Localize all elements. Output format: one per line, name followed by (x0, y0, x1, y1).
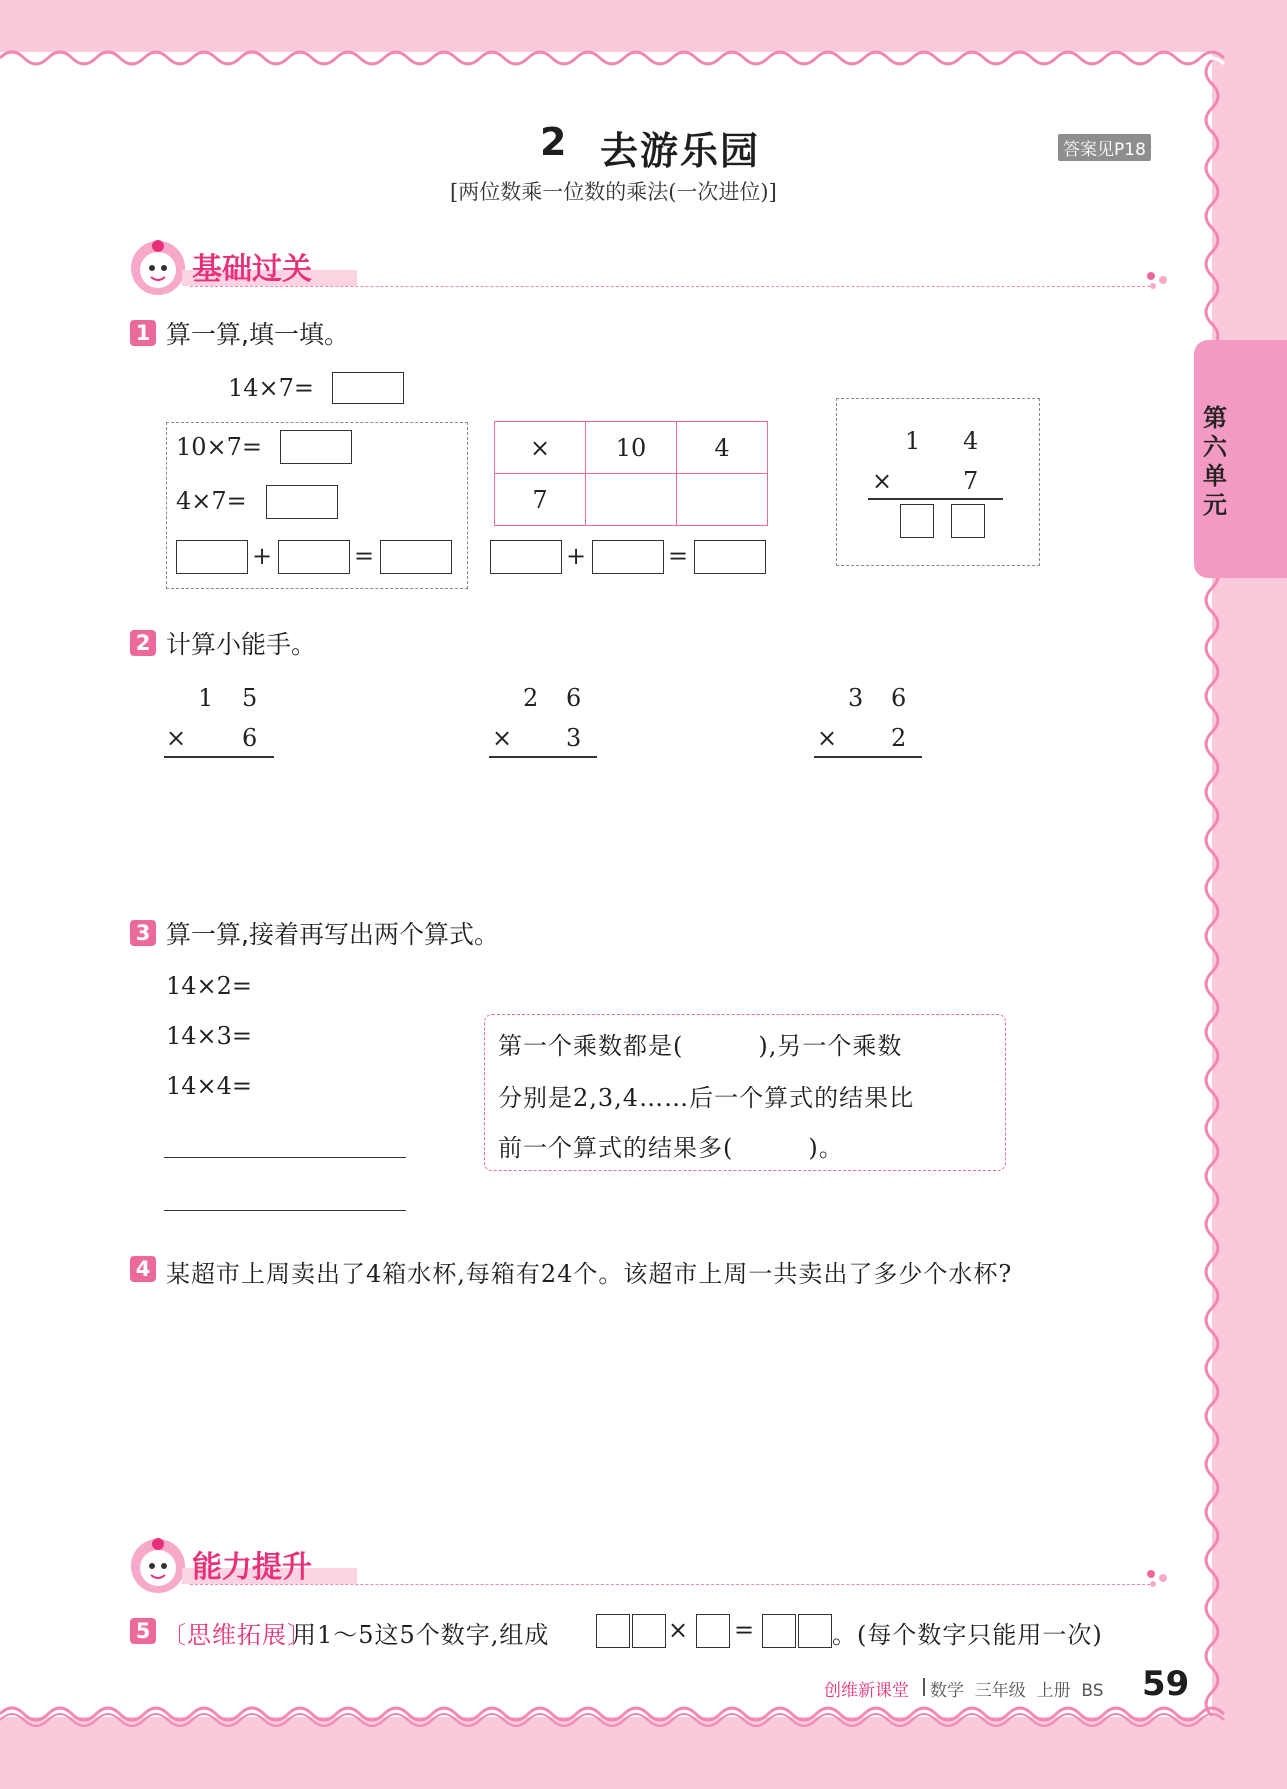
q4-text: 某超市上周卖出了4箱水杯,每箱有24个。该超市上周一共卖出了多少个水杯? (166, 1260, 1013, 1288)
table-cell: 4 (677, 422, 768, 474)
digit: 4 (963, 427, 979, 455)
times-sign: × (817, 724, 838, 752)
dots-ornament-icon (1145, 1568, 1175, 1588)
section-divider (190, 286, 1150, 287)
answer-box[interactable] (278, 540, 350, 574)
answer-box[interactable] (490, 540, 562, 574)
equals-sign: = (734, 1616, 756, 1644)
section-divider (190, 1584, 1150, 1585)
calc-line (868, 498, 1003, 500)
right-wave-border (1198, 60, 1228, 1720)
digit: 6 (566, 684, 582, 712)
answer-box[interactable] (380, 540, 452, 574)
answer-box[interactable] (951, 504, 985, 538)
bottom-wave-border (0, 1700, 1230, 1740)
q2-prompt: 计算小能手。 (166, 630, 317, 659)
q1-panel-vertical (836, 398, 1040, 566)
table-cell: 10 (586, 422, 677, 474)
table-cell: × (495, 422, 586, 474)
paper-area (0, 52, 1212, 1717)
plus-sign: + (566, 542, 587, 570)
digit: 6 (242, 724, 258, 752)
q1-prompt: 算一算,填一填。 (166, 320, 349, 349)
digit: 2 (891, 724, 907, 752)
answer-box[interactable] (280, 430, 352, 464)
page-number: 59 (1142, 1664, 1190, 1704)
answer-box[interactable] (762, 1614, 796, 1648)
digit: 5 (242, 684, 258, 712)
q5-text-before: 用1～5这5个数字,组成 (292, 1621, 550, 1649)
digit: 3 (848, 684, 864, 712)
digit: 7 (963, 467, 979, 495)
write-line[interactable] (164, 1157, 406, 1158)
top-wave-border (0, 38, 1230, 78)
question-number-badge: 2 (130, 630, 156, 656)
times-sign: × (668, 1616, 690, 1644)
q5-text-after: 。(每个数字只能用一次) (832, 1621, 1103, 1649)
write-line[interactable] (164, 1210, 406, 1211)
table-answer-cell[interactable] (677, 474, 768, 526)
digit: 2 (523, 684, 539, 712)
calc-line (814, 756, 922, 758)
answer-box[interactable] (798, 1614, 832, 1648)
dots-ornament-icon (1145, 270, 1175, 290)
q3-prompt: 算一算,接着再写出两个算式。 (166, 920, 499, 949)
q3-expression: 14×2= (166, 972, 253, 1000)
answer-box[interactable] (632, 1614, 666, 1648)
mascot-icon (128, 1536, 188, 1596)
times-sign: × (872, 467, 893, 495)
times-sign: × (166, 724, 187, 752)
q3-expression: 14×4= (166, 1072, 253, 1100)
digit: 3 (566, 724, 582, 752)
answer-box[interactable] (900, 504, 934, 538)
q3-note-line: 分别是2,3,4……后一个算式的结果比 (498, 1084, 915, 1112)
table-answer-cell[interactable] (586, 474, 677, 526)
equals-sign: = (354, 542, 375, 570)
section-advanced-title: 能力提升 (192, 1550, 312, 1585)
lesson-subtitle: [两位数乘一位数的乘法(一次进位)] (450, 180, 777, 204)
answer-reference-badge: 答案见P18 (1058, 134, 1151, 161)
answer-box[interactable] (266, 485, 338, 519)
section-basic-title: 基础过关 (192, 252, 312, 287)
q1-panel-a-row2: 4×7= (176, 487, 247, 515)
question-number-badge: 4 (130, 1256, 156, 1282)
question-number-badge: 5 (130, 1618, 156, 1644)
digit: 1 (905, 427, 921, 455)
table-cell: 7 (495, 474, 586, 526)
answer-box[interactable] (332, 372, 404, 404)
q1-top-expression: 14×7= (228, 374, 315, 402)
footer-brand: 创维新课堂 (824, 1681, 909, 1701)
lesson-number: 2 (540, 120, 569, 164)
lesson-title: 去游乐园 (600, 129, 761, 173)
q3-expression: 14×3= (166, 1022, 253, 1050)
answer-box[interactable] (596, 1614, 630, 1648)
digit: 1 (198, 684, 214, 712)
footer-separator (923, 1678, 925, 1696)
answer-box[interactable] (696, 1614, 730, 1648)
q3-note-line: 前一个算式的结果多( )。 (498, 1134, 844, 1162)
plus-sign: + (252, 542, 273, 570)
answer-box[interactable] (694, 540, 766, 574)
mascot-icon (128, 238, 188, 298)
question-number-badge: 1 (130, 320, 156, 346)
calc-line (164, 756, 274, 758)
equals-sign: = (668, 542, 689, 570)
calc-line (489, 756, 597, 758)
q3-note-line: 第一个乘数都是( ),另一个乘数 (498, 1032, 903, 1060)
q1-multiplication-table (494, 421, 768, 526)
q5-tag: 〔思维拓展〕 (162, 1621, 312, 1649)
times-sign: × (492, 724, 513, 752)
footer-info: 数学 三年级 上册 BS (930, 1681, 1104, 1701)
answer-box[interactable] (592, 540, 664, 574)
question-number-badge: 3 (130, 920, 156, 946)
q1-panel-a-row1: 10×7= (176, 433, 263, 461)
unit-label: 第六单元 (1203, 404, 1227, 519)
answer-box[interactable] (176, 540, 248, 574)
digit: 6 (891, 684, 907, 712)
